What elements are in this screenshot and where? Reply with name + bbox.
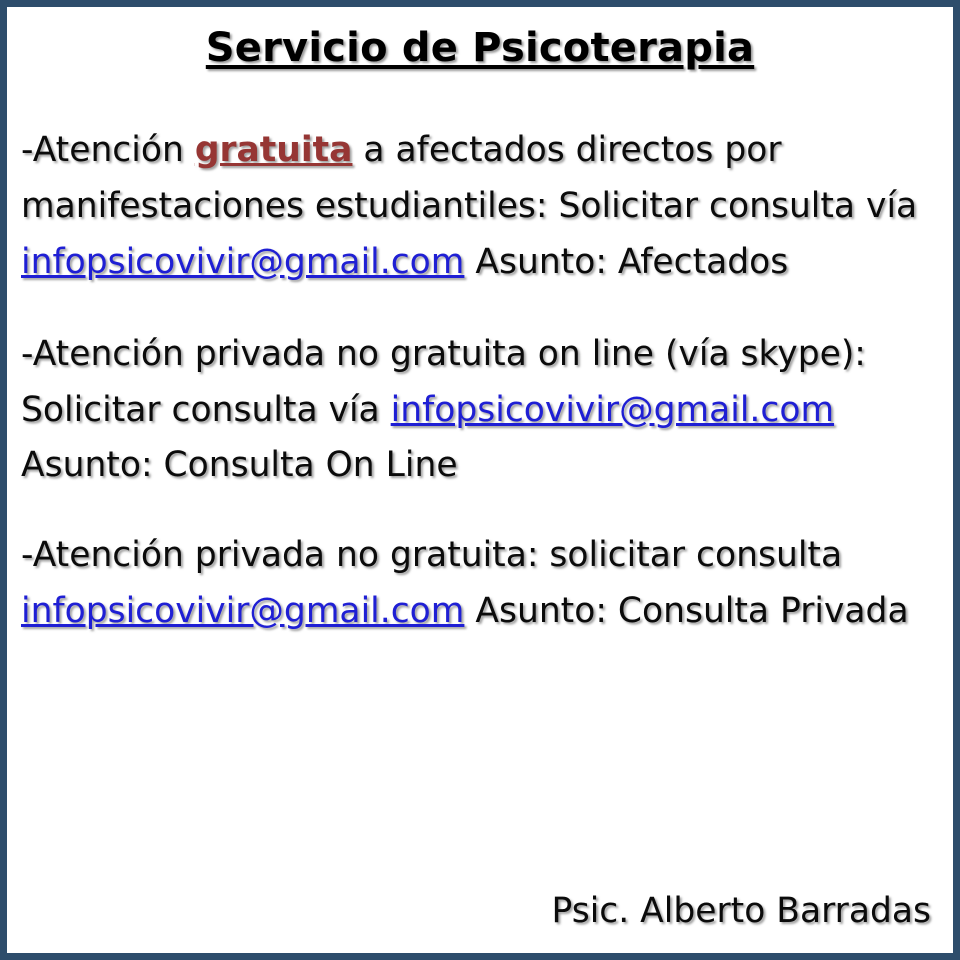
paragraph-1-tail: Asunto: Afectados: [464, 241, 789, 282]
signature: Psic. Alberto Barradas: [551, 891, 931, 931]
slide-body: [21, 123, 939, 640]
paragraph-1-lead: -Atención: [21, 130, 195, 170]
paragraph-2-lead: -Atención privada no gratuita on line (vía skype): Solicitar consulta vía: [21, 333, 866, 430]
email-link-1[interactable]: infopsicovivir@gmail.com: [21, 241, 465, 282]
paragraph-3-tail: Asunto: Consulta Privada: [464, 591, 909, 632]
paragraph-3-lead: -Atención privada no gratuita: solicitar consulta: [21, 535, 843, 576]
paragraph-private-service: [21, 528, 939, 640]
paragraph-1-after: a afectados directos por manifestaciones estudiantiles: Solicitar consulta vía: [21, 130, 918, 226]
paragraph-2-subject: Asunto: Consulta On Line: [21, 445, 458, 486]
paragraph-online-service: [21, 327, 939, 495]
spacer-1: [21, 291, 939, 327]
email-link-2[interactable]: infopsicovivir@gmail.com: [390, 389, 835, 430]
spacer-2: [21, 494, 939, 528]
highlight-gratuita: gratuita: [194, 130, 353, 170]
email-link-3[interactable]: infopsicovivir@gmail.com: [21, 591, 465, 632]
page-title: Servicio de Psicoterapia: [205, 25, 755, 71]
paragraph-free-service: [21, 123, 939, 291]
